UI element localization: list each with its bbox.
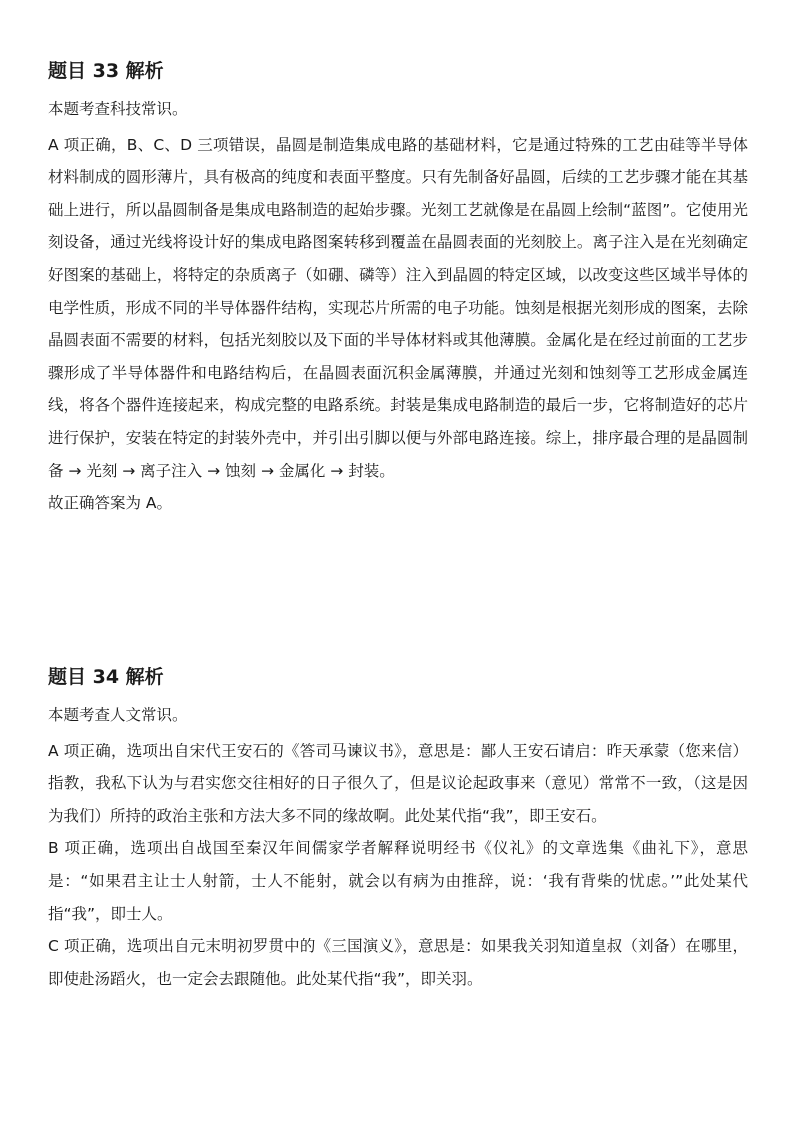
question-33-explanation: A 项正确，B、C、D 三项错误，晶圆是制造集成电路的基础材料，它是通过特殊的工艺由硅等半导体材料制成的圆形薄片，具有极高的纯度和表面平整度。只有先制备好晶圆，后续的工艺步骤才能在其基础上进行，所以晶圆制备是集成电路制造的起始步骤。光刻工艺就像是在晶圆上绘制“蓝图”。它使用光刻设备，通过光线将设计好的集成电路图案转移到覆盖在晶圆表面的光刻胶上。离子注入是在光刻确定好图案的基础上，将特定的杂质离子（如硼、磷等）注入到晶圆的特定区域，以改变这些区域半导体的电学性质，形成不同的半导体器件结构，实现芯片所需的电子功能。蚀刻是根据光刻形成的图案，去除晶圆表面不需要的材料，包括光刻胶以及下面的半导体材料或其他薄膜。金属化是在经过前面的工艺步骤形成了半导体器件和电路结构后，在晶圆表面沉积金属薄膜，并通过光刻和蚀刻等工艺形成金属连线，将各个器件连接起来，构成完整的电路系统。封装是集成电路制造的最后一步，它将制造好的芯片进行保护，安装在特定的封装外壳中，并引出引脚以便与外部电路连接。综上，排序最合理的是晶圆制备 → 光刻 → 离子注入 → 蚀刻 → 金属化 → 封装。 bbox=[48, 135, 748, 480]
question-33-answer: 故正确答案为 A。 bbox=[48, 494, 173, 513]
question-34-option-b: B 项正确，选项出自战国至秦汉年间儒家学者解释说明经书《仪礼》的文章选集《曲礼下》，意思是：“如果君主让士人射箭，士人不能射，就会以有病为由推辞，说：‘我有背柴的忧虑。’”此处某代指“我”，即士人。 bbox=[48, 839, 748, 923]
question-34-heading: 题目 34 解析 bbox=[48, 666, 164, 688]
question-34-intro: 本题考查人文常识。 bbox=[48, 706, 188, 724]
question-33-intro: 本题考查科技常识。 bbox=[48, 100, 188, 118]
question-33-section bbox=[48, 58, 748, 520]
question-33-heading: 题目 33 解析 bbox=[48, 60, 164, 82]
question-34-section bbox=[48, 664, 748, 995]
question-34-option-c: C 项正确，选项出自元末明初罗贯中的《三国演义》，意思是：如果我关羽知道皇叔（刘备）在哪里，即使赴汤蹈火，也一定会去跟随他。此处某代指“我”，即关羽。 bbox=[48, 937, 748, 988]
question-34-option-a: A 项正确，选项出自宋代王安石的《答司马谏议书》，意思是：鄙人王安石请启：昨天承蒙（您来信）指教，我私下认为与君实您交往相好的日子很久了，但是议论起政事来（意见）常常不一致，（这是因为我们）所持的政治主张和方法大多不同的缘故啊。此处某代指“我”，即王安石。 bbox=[48, 741, 748, 825]
